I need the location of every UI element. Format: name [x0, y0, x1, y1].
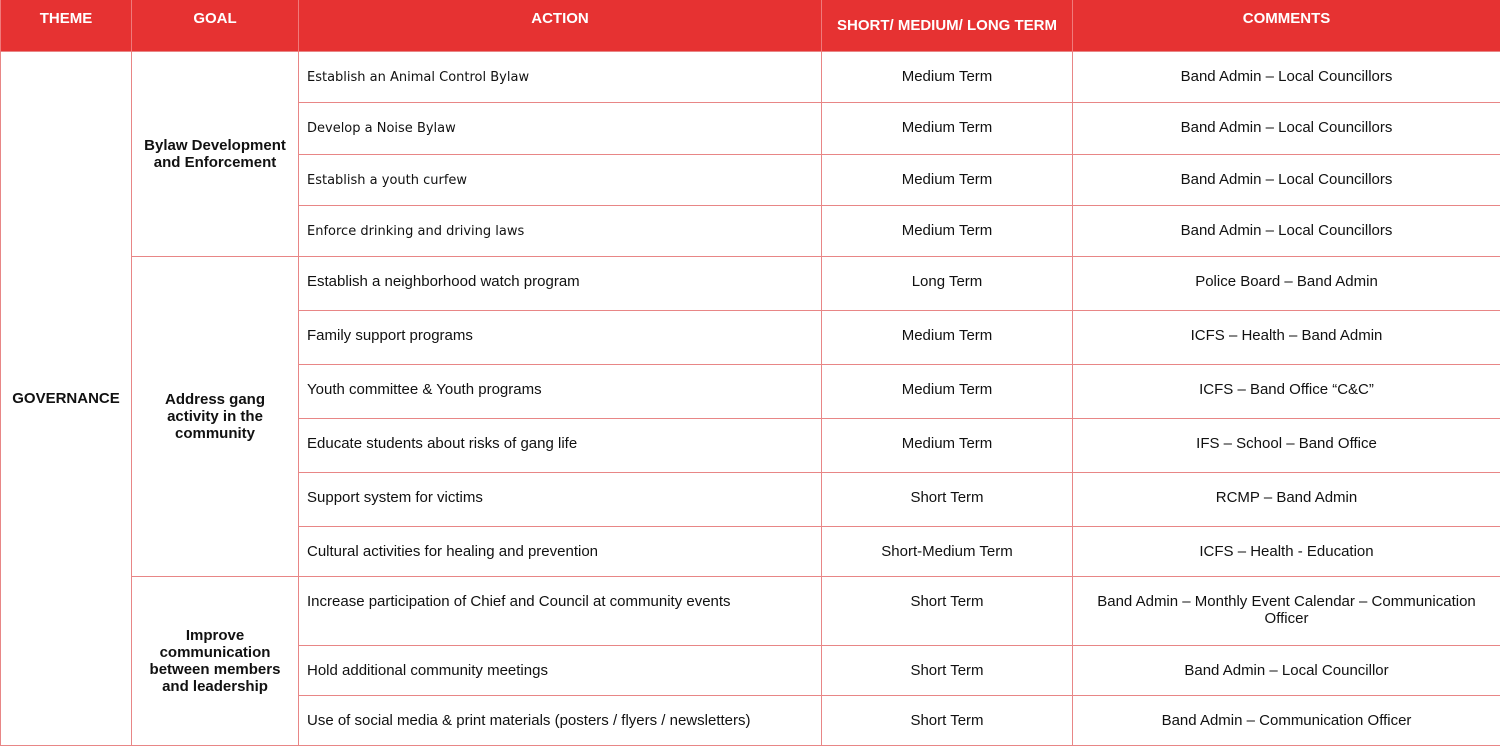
- header-term: SHORT/ MEDIUM/ LONG TERM: [822, 0, 1073, 51]
- action-cell: Cultural activities for healing and prevention: [299, 526, 822, 576]
- comments-cell: ICFS – Health - Education: [1073, 526, 1500, 576]
- comments-cell: Band Admin – Local Councillors: [1073, 51, 1500, 102]
- action-cell: Establish a neighborhood watch program: [299, 256, 822, 310]
- comments-cell: Band Admin – Communication Officer: [1073, 695, 1500, 745]
- comments-cell: Band Admin – Local Councillors: [1073, 154, 1500, 205]
- comments-cell: ICFS – Health – Band Admin: [1073, 310, 1500, 364]
- table-row: [1, 256, 1500, 310]
- comments-cell: IFS – School – Band Office: [1073, 418, 1500, 472]
- term-cell: Short Term: [822, 576, 1073, 645]
- term-cell: Short-Medium Term: [822, 526, 1073, 576]
- goal-cell: Improve communication between members and leadership: [132, 576, 299, 745]
- header-theme: THEME: [1, 0, 132, 51]
- action-cell: Educate students about risks of gang life: [299, 418, 822, 472]
- header-goal: GOAL: [132, 0, 299, 51]
- term-cell: Medium Term: [822, 310, 1073, 364]
- term-cell: Medium Term: [822, 154, 1073, 205]
- comments-cell: Police Board – Band Admin: [1073, 256, 1500, 310]
- goal-cell: Bylaw Development and Enforcement: [132, 51, 299, 256]
- term-cell: Long Term: [822, 256, 1073, 310]
- table-row: [1, 51, 1500, 102]
- term-cell: Short Term: [822, 645, 1073, 695]
- term-cell: Medium Term: [822, 102, 1073, 154]
- action-cell: Hold additional community meetings: [299, 645, 822, 695]
- comments-cell: Band Admin – Local Councillor: [1073, 645, 1500, 695]
- header-action: ACTION: [299, 0, 822, 51]
- header-comments: COMMENTS: [1073, 0, 1500, 51]
- action-cell: Use of social media & print materials (posters / flyers / newsletters): [299, 695, 822, 745]
- action-cell: Establish a youth curfew: [299, 154, 822, 205]
- comments-cell: ICFS – Band Office “C&C”: [1073, 364, 1500, 418]
- action-cell: Youth committee & Youth programs: [299, 364, 822, 418]
- term-cell: Medium Term: [822, 205, 1073, 256]
- comments-cell: Band Admin – Local Councillors: [1073, 102, 1500, 154]
- term-cell: Short Term: [822, 472, 1073, 526]
- action-cell: Develop a Noise Bylaw: [299, 102, 822, 154]
- action-cell: Family support programs: [299, 310, 822, 364]
- action-cell: Establish an Animal Control Bylaw: [299, 51, 822, 102]
- comments-cell: Band Admin – Monthly Event Calendar – Communication Officer: [1073, 576, 1500, 645]
- term-cell: Medium Term: [822, 418, 1073, 472]
- comments-cell: RCMP – Band Admin: [1073, 472, 1500, 526]
- action-cell: Increase participation of Chief and Council at community events: [299, 576, 822, 645]
- table-row: [1, 576, 1500, 645]
- theme-cell: GOVERNANCE: [1, 51, 132, 745]
- action-cell: Support system for victims: [299, 472, 822, 526]
- term-cell: Medium Term: [822, 51, 1073, 102]
- header-row: [1, 0, 1500, 51]
- action-cell: Enforce drinking and driving laws: [299, 205, 822, 256]
- comments-cell: Band Admin – Local Councillors: [1073, 205, 1500, 256]
- term-cell: Short Term: [822, 695, 1073, 745]
- goal-cell: Address gang activity in the community: [132, 256, 299, 576]
- term-cell: Medium Term: [822, 364, 1073, 418]
